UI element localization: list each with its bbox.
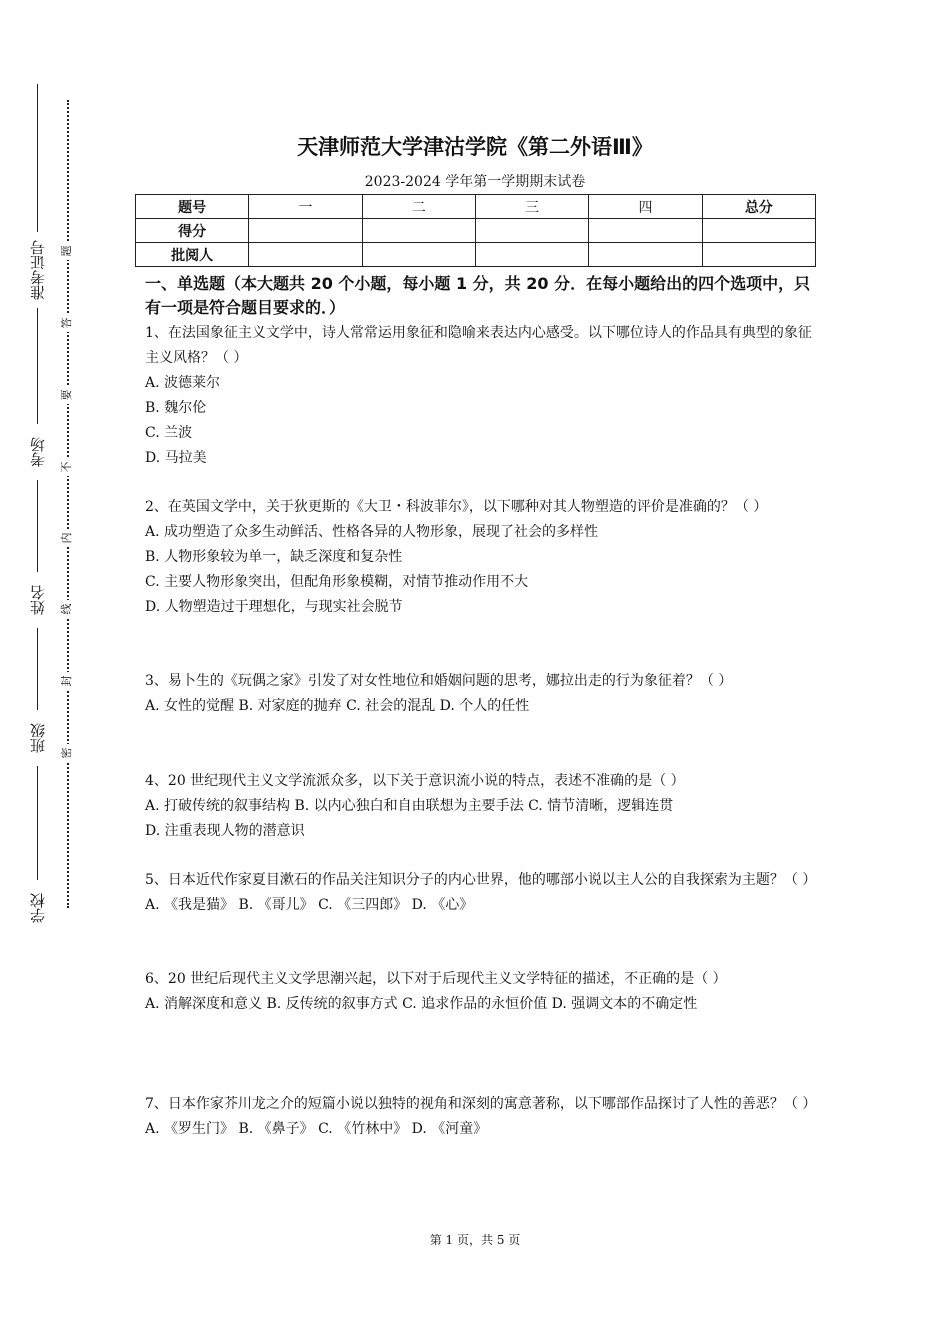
question-stem: 6、20 世纪后现代主义文学思潮兴起，以下对于后现代主义文学特征的描述，不正确的是（ ） [145, 971, 727, 987]
score-row-label: 批阅人 [136, 243, 249, 267]
question-option: B. 魏尔伦 [145, 400, 207, 416]
binding-label-name: 姓名 [23, 572, 53, 628]
binding-dotted-line [67, 100, 69, 908]
question-3 [145, 669, 813, 719]
score-row-label: 得分 [136, 219, 249, 243]
score-table-header-row [136, 195, 816, 219]
score-table-header: 总分 [702, 195, 815, 219]
binding-label-school: 学校 [23, 880, 53, 936]
question-stem: 1、在法国象征主义文学中，诗人常常运用象征和隐喻来表达内心感受。以下哪位诗人的作品具有典型的象征主义风格？（ ） [145, 325, 812, 366]
exam-title: 天津师范大学津沽学院《第二外语Ⅲ》 [297, 135, 653, 159]
score-cell[interactable] [362, 219, 475, 243]
seal-char: 要 [58, 386, 76, 404]
binding-label-exam-number: 准考证号 [23, 232, 53, 308]
binding-label-class: 班级 [23, 710, 53, 766]
question-option: C. 兰波 [145, 425, 193, 441]
seal-char: 封 [58, 672, 76, 690]
question-option: C. 主要人物形象突出，但配角形象模糊，对情节推动作用不大 [145, 574, 529, 590]
question-option: A. 消解深度和意义 B. 反传统的叙事方式 C. 追求作品的永恒价值 D. 强调文本的不确定性 [145, 996, 698, 1012]
score-cell[interactable] [249, 219, 362, 243]
question-1 [145, 321, 813, 471]
binding-label-exam-room: 考场 [23, 424, 53, 480]
question-option: D. 注重表现人物的潜意识 [145, 823, 305, 839]
score-cell[interactable] [589, 219, 702, 243]
question-stem: 3、易卜生的《玩偶之家》引发了对女性地位和婚姻问题的思考，娜拉出走的行为象征着？（ ） [145, 673, 733, 689]
score-table-row [136, 219, 816, 243]
score-table-header: 二 [362, 195, 475, 219]
question-option: A. 女性的觉醒 B. 对家庭的抛弃 C. 社会的混乱 D. 个人的任性 [145, 698, 530, 714]
seal-char: 不 [58, 458, 76, 476]
question-option: D. 马拉美 [145, 450, 207, 466]
question-option: D. 人物塑造过于理想化，与现实社会脱节 [145, 599, 403, 615]
score-cell[interactable] [702, 219, 815, 243]
seal-char: 密 [58, 744, 76, 762]
question-stem: 5、日本近代作家夏目漱石的作品关注知识分子的内心世界，他的哪部小说以主人公的自我探索为主题？（ ） [145, 872, 817, 888]
question-stem: 4、20 世纪现代主义文学流派众多，以下关于意识流小说的特点，表述不准确的是（ ） [145, 773, 685, 789]
grader-cell[interactable] [589, 243, 702, 267]
score-table-row [136, 243, 816, 267]
grader-cell[interactable] [702, 243, 815, 267]
section-heading: 一、单选题（本大题共 20 个小题，每小题 1 分，共 20 分．在每小题给出的四个选项中，只有一项是符合题目要求的．） [145, 274, 811, 317]
question-option: A. 打破传统的叙事结构 B. 以内心独白和自由联想为主要手法 C. 情节清晰，逻辑连贯 [145, 798, 674, 814]
question-stem: 2、在英国文学中，关于狄更斯的《大卫・科波菲尔》，以下哪种对其人物塑造的评价是准确的？（ ） [145, 499, 768, 515]
score-table [135, 194, 816, 267]
question-5 [145, 868, 817, 918]
score-table-header: 题号 [136, 195, 249, 219]
seal-char: 线 [58, 600, 76, 618]
seal-char: 内 [58, 529, 76, 547]
question-option: B. 人物形象较为单一，缺乏深度和复杂性 [145, 549, 403, 565]
question-option: A. 《罗生门》 B. 《鼻子》 C. 《竹林中》 D. 《河童》 [145, 1121, 488, 1137]
question-option: A. 《我是猫》 B. 《哥儿》 C. 《三四郎》 D. 《心》 [145, 897, 474, 913]
question-option: A. 成功塑造了众多生动鲜活、性格各异的人物形象，展现了社会的多样性 [145, 524, 599, 540]
grader-cell[interactable] [475, 243, 588, 267]
score-cell[interactable] [475, 219, 588, 243]
score-table-header: 一 [249, 195, 362, 219]
seal-char: 答 [58, 314, 76, 332]
score-table-header: 四 [589, 195, 702, 219]
question-7 [145, 1092, 817, 1142]
question-2 [145, 495, 813, 620]
exam-subtitle: 2023-2024 学年第一学期期末试卷 [364, 174, 586, 190]
grader-cell[interactable] [362, 243, 475, 267]
binding-solid-line [37, 84, 38, 926]
score-table-header: 三 [475, 195, 588, 219]
question-option: A. 波德莱尔 [145, 375, 221, 391]
question-6 [145, 967, 813, 1017]
page-number: 第 1 页，共 5 页 [429, 1233, 521, 1247]
grader-cell[interactable] [249, 243, 362, 267]
seal-char: 题 [58, 242, 76, 260]
question-stem: 7、日本作家芥川龙之介的短篇小说以独特的视角和深刻的寓意著称，以下哪部作品探讨了人性的善恶？（ ） [145, 1096, 817, 1112]
question-4 [145, 769, 813, 844]
